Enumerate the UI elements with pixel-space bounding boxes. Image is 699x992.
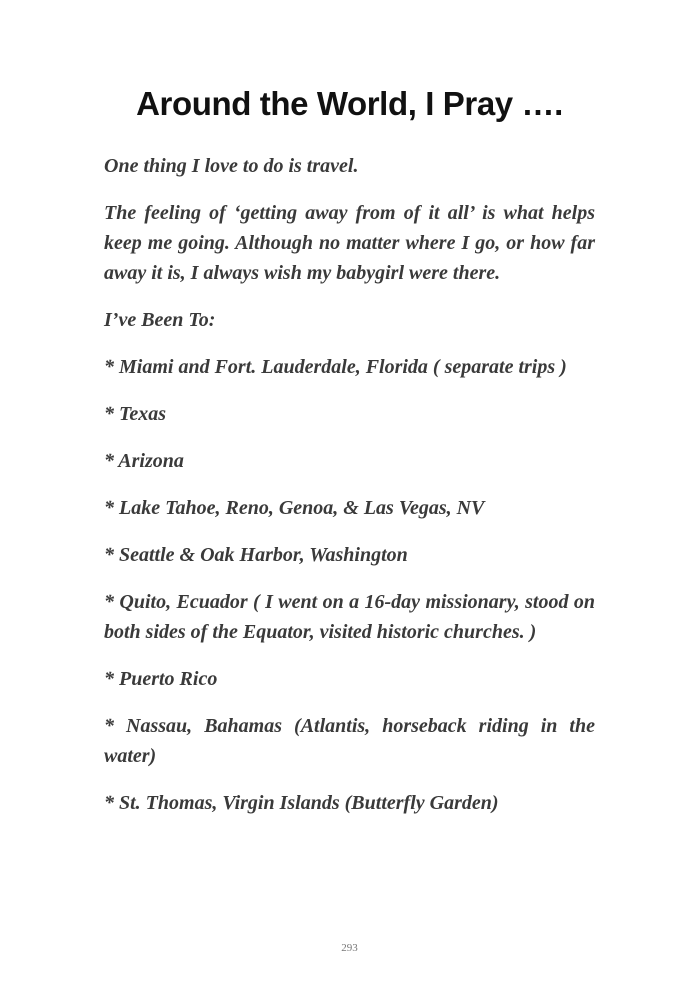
list-item: * Nassau, Bahamas (Atlantis, horseback riding in the water) [104,715,595,767]
list-item: * Puerto Rico [104,668,218,690]
list-item: * Arizona [104,450,184,472]
list-heading: I’ve Been To: [104,309,216,331]
page-title: Around the World, I Pray …. [136,85,563,122]
intro-paragraph: One thing I love to do is travel. [104,155,359,177]
body-text [104,151,595,835]
list-item: * Texas [104,403,167,425]
list-item: * Quito, Ecuador ( I went on a 16-day missionary, stood on both sides of the Equator, visited historic churches. ) [104,591,595,643]
page-number: 293 [341,942,358,954]
list-item: * St. Thomas, Virgin Islands (Butterfly Garden) [104,792,499,814]
feeling-paragraph: The feeling of ‘getting away from of it all’ is what helps keep me going. Although no matter where I go, or how far away it is, I always wish my babygirl were there. [104,202,595,284]
list-item: * Miami and Fort. Lauderdale, Florida ( separate trips ) [104,356,567,378]
list-item: * Lake Tahoe, Reno, Genoa, & Las Vegas, NV [104,497,485,519]
list-item: * Seattle & Oak Harbor, Washington [104,544,408,566]
